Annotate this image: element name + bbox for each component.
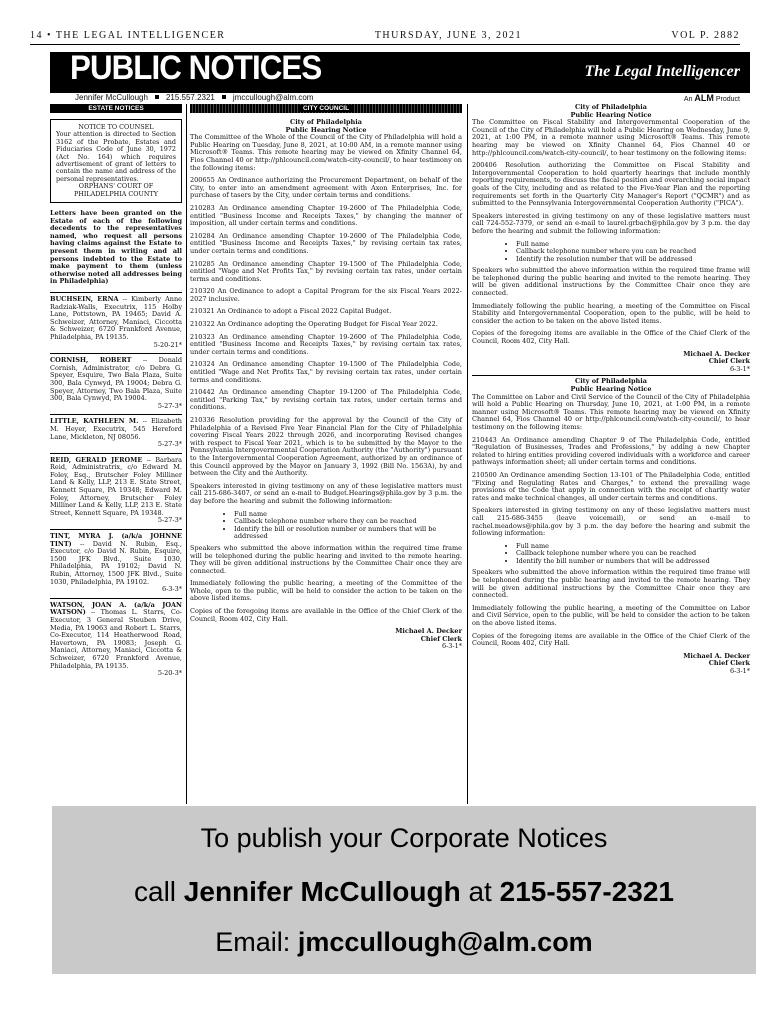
- notice-to-counsel-box: [50, 119, 182, 203]
- after-text: Speakers who submitted the above information within the required time frame will be telephoned during the public hearing and invited to the remote hearing. They will be given additional instructions by the Committee Chair once they are connected.: [190, 543, 462, 575]
- ordinance-item: 200655 An Ordinance authorizing the Procurement Department, on behalf of the City, to enter into an amendment agreement with Axon Enterprises, Inc. for purchase of tasers by the City, under certain terms and conditions.: [190, 176, 462, 200]
- info-bullet-item: • Full name: [516, 241, 750, 249]
- info-bullet-item: • Identify the bill or resolution number or numbers that will be addressed: [234, 526, 462, 541]
- info-bullet-item: • Full name: [234, 511, 462, 519]
- signature-title: Chief Clerk: [708, 357, 750, 366]
- right-column: [472, 104, 750, 676]
- estate-entry: [50, 529, 182, 594]
- volume-label: VOL P. 2882: [671, 30, 740, 41]
- resolution-list: [472, 162, 750, 208]
- running-head: [30, 30, 740, 44]
- promo-name: Jennifer McCullough: [183, 876, 461, 907]
- estate-date: 5-27-3*: [157, 440, 182, 449]
- notice-subheading: Public Hearing Notice: [570, 385, 652, 393]
- advertising-promo: [52, 806, 756, 974]
- section-head-estate: ESTATE NOTICES: [50, 104, 182, 113]
- estate-date: 5-20-3*: [157, 669, 182, 678]
- after-text: Speakers who submitted the above information within the required time frame will be telephoned during the public hearing and invited to the remote hearing. They will be given additional instructions by the Committee Chair once they are connected.: [472, 266, 750, 298]
- estate-entry: [50, 414, 182, 448]
- promo-at: at: [468, 876, 492, 907]
- info-bullets: [472, 241, 750, 264]
- info-bullet-item: • Identify the resolution number that will be addressed: [516, 256, 750, 264]
- info-bullet-item: • Identify the bill number or numbers that will be addressed: [516, 558, 750, 566]
- estate-date: 5-27-3*: [157, 401, 182, 410]
- signature-title: Chief Clerk: [420, 634, 462, 643]
- meeting-text: Immediately following the public hearing, a meeting of the Committee of the Whole, open to the public, will be held to consider the action to be taken on the above listed items.: [190, 579, 462, 603]
- notice-intro: The Committee on Fiscal Stability and Intergovernmental Cooperation of the Council of the City of Philadelphia will hold a Public Hearing on Wednesday, June 9, 2021, at 1:00 PM, in a remote manner using Microsoft® Teams. This remote hearing may be viewed on Xfinity Channel 64, Fios Channel 40 or http://phlcouncil.com/watch-city-council/, to hear testimony on the following items:: [472, 118, 750, 157]
- contact-line: [75, 93, 313, 102]
- signature-name: Michael A. Decker: [683, 651, 750, 660]
- estate-notices-column: [50, 104, 182, 682]
- alm-logo: ALM: [694, 93, 714, 103]
- info-bullets: [472, 543, 750, 566]
- page-label: 14 • THE LEGAL INTELLIGENCER: [30, 30, 226, 41]
- estate-name: BUCHSEIN, ERNA: [50, 295, 119, 303]
- estate-body: -- Donald Cornish, Administrator, c/o Debra G. Speyer, Esquire, Two Bala Plaza, Suite 300, Bala Cynwyd, PA 19004; Debra G. Speyer, Attorney, Two Bala Plaza, Suite 300, Bala Cynwyd, PA 19004.: [50, 356, 183, 403]
- signature-date: 6-3-1*: [441, 642, 462, 651]
- estate-entry: [50, 292, 182, 349]
- contact-name: Jennifer McCullough: [75, 93, 148, 102]
- after-text: Speakers who submitted the above information within the required time frame will be telephoned during the public hearing and invited to the remote hearing. They will be given additional instructions by the Committee Chair once they are connected.: [472, 568, 750, 600]
- estate-body: -- Barbara Reid, Administratrix, c/o Edward M. Foley, Esq., Brutscher Foley Milliner Land & Kelly, LLP, 213 E. State Street, Kennett Square, PA 19348; Edward M. Foley, Attorney, Brutscher Foley Milliner Land & Kelly, LLP, 213 E. State Street, Kennett Square, PA 19348.: [50, 455, 182, 517]
- ordinance-item: 210322 An Ordinance adopting the Operating Budget for Fiscal Year 2022.: [190, 320, 438, 329]
- contact-email[interactable]: jmccullough@alm.com: [232, 93, 314, 102]
- copies-text: Copies of the foregoing items are available in the Office of the Chief Clerk of the Council, Room 402, City Hall.: [472, 631, 750, 648]
- promo-email[interactable]: jmccullough@alm.com: [297, 927, 593, 957]
- ordinance-list: [472, 437, 750, 503]
- speakers-text: Speakers interested in giving testimony on any of these legislative matters must call 724-552-7379, or send an e-mail to laurel.grbach@phila.gov by 3 p.m. the day before the hearing and submit the following information:: [472, 211, 750, 235]
- promo-email-label: Email:: [215, 927, 291, 957]
- bullet-square-icon: [155, 95, 159, 99]
- notice-heading: City of Philadelphia: [290, 118, 362, 126]
- contact-phone: 215.557.2321: [165, 93, 215, 102]
- estate-name: CORNISH, ROBERT: [50, 356, 132, 365]
- column-divider: [467, 104, 468, 804]
- header-rule: [30, 44, 740, 45]
- info-bullet-item: • Callback telephone number where you can be reached: [516, 550, 750, 558]
- bullet-square-icon: [222, 95, 226, 99]
- ordinance-item: 210442 An Ordinance amending Chapter 19-1200 of The Philadelphia Code, entitled "Parking Tax," by revising certain tax rates, under certain terms and conditions.: [190, 388, 462, 412]
- ordinance-item: 210323 An Ordinance amending Chapter 19-2600 of The Philadelphia Code, entitled "Business Income and Receipts Taxes," by revising certain tax rates, under certain terms and conditions.: [190, 332, 462, 356]
- notice-fiscal-stability: [472, 104, 750, 373]
- promo-phone: 215-557-2321: [499, 876, 674, 907]
- signature-title: Chief Clerk: [708, 659, 750, 668]
- notice-labor-civil-service: [472, 375, 750, 675]
- signature-block: [472, 351, 750, 374]
- signature-date: 6-3-1*: [729, 364, 750, 373]
- notice-subheading: Public Hearing Notice: [285, 125, 367, 134]
- notice-intro: The Committee on Labor and Civil Service of the Council of the City of Philadelphia will hold a Public Hearing on Thursday, June 10, 2021, at 1:00 PM, in a remote manner using Microsoft® Teams. This remote hearing may be viewed on Xfinity Channel 64, Fios Channel 40 or http://phlcouncil.com/watch-city-council/, to hear testimony on the following items:: [472, 392, 750, 431]
- info-bullet-item: • Callback telephone number where they can be reached: [234, 518, 462, 526]
- box-court: ORPHANS' COURT OF PHILADELPHIA COUNTY: [74, 182, 158, 198]
- copies-text: Copies of the foregoing items are available in the Office of the Chief Clerk of the Council, Room 402, City Hall.: [472, 329, 750, 346]
- meeting-text: Immediately following the public hearing, a meeting of the Committee on Fiscal Stability and Intergovernmental Cooperation, open to the public, will be held to consider the action to be taken on the above listed items.: [472, 301, 750, 325]
- masthead-logo: The Legal Intelligencer: [584, 63, 740, 80]
- city-council-column: [190, 104, 462, 651]
- promo-line-1: To publish your Corporate Notices: [200, 823, 608, 853]
- signature-name: Michael A. Decker: [395, 627, 462, 636]
- box-body: Your attention is directed to Section 3162 of the Probate, Estates and Fiduciaries Code of June 30, 1972 (Act No. 164) which requires advertisement of grant of letters to contain the name and address of the personal representatives.: [56, 130, 176, 183]
- estate-date: 5-27-3*: [157, 516, 182, 525]
- estate-intro: Letters have been granted on the Estate of each of the following decedents to the representatives named, who request all persons having claims against the Estate to present them in writing and all persons indebted to the Estate to make payment to them (unless otherwise noted all addresses being in Philadelphia): [50, 209, 182, 286]
- column-divider: [186, 104, 187, 804]
- estate-body: -- David N. Rubin, Esq., Executor, c/o David N. Rubin, Esquire, 1500 JFK Blvd., Suite 1030, Philadelphia, PA 19102; David N. Rubin, Attorney, 1500 JFK Blvd., Suite 1030, Philadelphia, PA 19102.: [50, 539, 182, 586]
- copies-text: Copies of the foregoing items are available in the Office of the Chief Clerk of the Council, Room 402, City Hall.: [190, 607, 462, 623]
- section-head-label: CITY COUNCIL: [299, 105, 353, 112]
- estate-entry: [50, 598, 182, 678]
- ordinance-item: 210443 An Ordinance amending Chapter 9 of The Philadelphia Code, entitled "Regulation of Businesses, Trades and Professions," by adding a new Chapter related to hiring entities providing covered individuals with a workforce and career pathways information sheet; all under certain terms and conditions.: [472, 435, 750, 467]
- estate-list: [50, 292, 182, 678]
- ordinance-item: 210285 An Ordinance amending Chapter 19-1500 of The Philadelphia Code, entitled "Wage and Net Profits Tax," by revising certain tax rates, under certain terms and conditions.: [190, 259, 462, 283]
- estate-name: TINT, MYRA J. (a/k/a JOHNNE TINT): [50, 532, 182, 548]
- promo-call: call: [134, 876, 177, 907]
- info-bullet-item: • Full name: [516, 543, 750, 551]
- alm-product-tag: [684, 93, 740, 103]
- meeting-text: Immediately following the public hearing, a meeting of the Committee on Labor and Civil Service, open to the public, will be held to consider the action to be taken on the above listed items.: [472, 603, 750, 628]
- ordinance-item: 210324 An Ordinance amending Chapter 19-1500 of The Philadelphia Code, entitled "Wage and Net Profits Tax," by revising certain tax rates, under certain terms and conditions.: [190, 360, 462, 384]
- alm-suffix: Product: [715, 96, 740, 103]
- ordinance-list: [190, 177, 462, 478]
- ordinance-item: 200406 Resolution authorizing the Committee on Fiscal Stability and Intergovernmental Cooperation to hold quarterly hearings that include monthly reporting requirements, to discuss the fiscal position and overarching social impact goals of the City, including and as related to the Five-Year Plan and the reporting requirements set forth in the Quarterly City Manager's Report ("QCMR") and as submitted to the Pennsylvania Intergovernmental Cooperation Authority ("PICA").: [472, 161, 750, 208]
- notice-heading: City of Philadelphia: [575, 377, 647, 386]
- ordinance-item: 210284 An Ordinance amending Chapter 19-2600 of The Philadelphia Code, entitled "Business Income and Receipts Taxes," by revising certain tax rates, under certain terms and conditions.: [190, 231, 462, 255]
- ordinance-item: 210283 An Ordinance amending Chapter 19-2600 of The Philadelphia Code, entitled "Business Income and Receipts Taxes," by changing the manner of imposition, all under certain terms and conditions.: [190, 203, 462, 228]
- info-bullet-item: • Callback telephone number where you can be reached: [516, 248, 750, 256]
- estate-body: -- Thomas L. Starrs, Co-Executor, 3 General Steuben Drive, Media, PA 19063 and Robert L. Starrs, Co-Executor, 114 Heatherwood Road, Havertown, PA 19083; Joseph G. Maniaci, Attorney, Maniaci, Ciccotta & Schweizer, 6720 Frankford Avenue, Philadelphia, PA 19135.: [50, 608, 182, 670]
- section-head-council: [190, 104, 462, 113]
- public-notices-banner: [50, 49, 750, 93]
- speakers-text: Speakers interested in giving testimony on any of these legislative matters must call 215-686-3455 (leave voicemail), or send an e-mail to rachel.meadows@phila.gov by 3 p.m. the day before the hearing and submit the following information:: [472, 506, 750, 538]
- estate-name: WATSON, JOAN A. (a/k/a JOAN WATSON): [50, 600, 182, 617]
- estate-body: -- Kimberly Anne Radziak-Walls, Executrix, 115 Holby Lane, Pottstown, PA 19465; David A. Schweizer, Attorney, Maniaci, Ciccotta & Schweizer, 6720 Frankford Avenue, Philadelphia, PA 19135.: [50, 295, 183, 341]
- info-bullets: [190, 511, 462, 541]
- alm-prefix: An: [683, 96, 693, 103]
- promo-line-2: [52, 876, 756, 908]
- notice-subheading: Public Hearing Notice: [570, 110, 652, 119]
- notice-heading: City of Philadelphia: [575, 103, 647, 111]
- estate-date: 5-20-21*: [153, 340, 182, 349]
- estate-date: 6-3-3*: [161, 585, 182, 594]
- ordinance-item: 210336 Resolution providing for the approval by the Council of the City of Philadelphia of a Revised Five Year Financial Plan for the City of Philadelphia covering Fiscal Years 2022 through 2026, and incorporating Revised changes with respect to Fiscal Year 2021, which is to be submitted by the Mayor to the Pennsylvania Intergovernmental Cooperation Authority (the "Authority") pursuant to the Intergovernmental Cooperation Agreement, authorized by an ordinance of this Council approved by the Mayor on January 3, 1992 (Bill No. 1563A), by and between the City and the Authority.: [190, 416, 462, 478]
- estate-name: REID, GERALD JEROME: [50, 455, 143, 464]
- signature-block: [472, 653, 750, 676]
- signature-date: 6-3-1*: [729, 667, 750, 675]
- notice-intro: The Committee of the Whole of the Council of the City of Philadelphia will hold a Public Hearing on Tuesday, June 8, 2021, at 10:00 AM, in a remote manner using Microsoft® Teams. This remote hearing may be viewed on Xfinity Channel 64, Fios Channel 40 or http://phlcouncil.com/watch-city-council/, to hear testimony on the following items:: [190, 133, 462, 172]
- estate-entry: [50, 453, 182, 525]
- speakers-text: Speakers interested in giving testimony on any of these legislative matters must call 215-686-3407, or send an e-mail to Budget.Hearings@phila.gov by 3 p.m. the day before the hearing and submit the following information:: [190, 481, 462, 505]
- box-title: NOTICE TO COUNSEL: [78, 123, 154, 131]
- promo-line-3: [52, 927, 756, 958]
- signature-block: [190, 628, 462, 651]
- signature-name: Michael A. Decker: [683, 349, 750, 358]
- ordinance-item: 210500 An Ordinance amending Section 13-101 of The Philadelphia Code, entitled "Fixing and Regulating Rates and Charges," to extend the prevailing wage provisions of the Code that apply in connection with the receipt of charity water rates and make technical changes, all under certain terms and conditions.: [472, 470, 750, 502]
- ordinance-item: 210321 An Ordinance to adopt a Fiscal 2022 Capital Budget.: [190, 307, 392, 316]
- estate-name: LITTLE, KATHLEEN M.: [50, 417, 139, 426]
- ordinance-item: 210320 An Ordinance to adopt a Capital Program for the six Fiscal Years 2022-2027 inclusive.: [190, 287, 462, 303]
- banner-title: PUBLIC NOTICES: [70, 49, 322, 87]
- estate-body: -- Elizabeth M. Heyer, Executrix, 545 Hereford Lane, Mickleton, NJ 08056.: [50, 417, 182, 441]
- estate-entry: [50, 353, 182, 410]
- issue-date: THURSDAY, JUNE 3, 2021: [374, 30, 523, 41]
